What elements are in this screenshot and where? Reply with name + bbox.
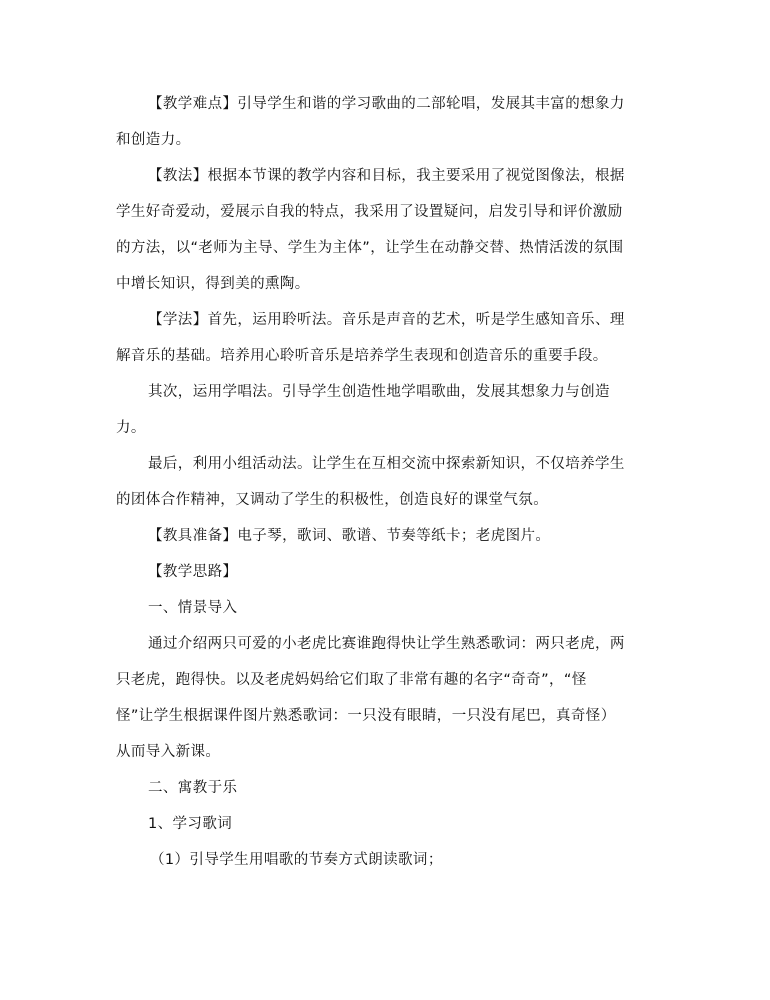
heading-learn-lyrics: 1、学习歌词	[148, 816, 233, 832]
paragraph-second-method-line-1: 其次，运用学唱法。引导学生创造性地学唱歌曲，发展其想象力与创造	[148, 384, 610, 400]
paragraph-teaching-method-line-1: 【教法】根据本节课的教学内容和目标，我主要采用了视觉图像法，根据	[148, 168, 625, 184]
heading-teaching-approach: 【教学思路】	[148, 564, 238, 580]
paragraph-teaching-method-line-4: 中增长知识，得到美的熏陶。	[116, 276, 310, 292]
list-item-read-lyrics: （1）引导学生用唱歌的节奏方式朗读歌词；	[150, 852, 443, 868]
heading-scenario-introduction: 一、情景导入	[148, 600, 238, 616]
paragraph-last-method-line-2: 的团体合作精神，又调动了学生的积极性，创造良好的课堂气氛。	[116, 492, 549, 508]
paragraph-teaching-difficulty-line-2: 和创造力。	[116, 132, 191, 148]
paragraph-introduction-line-4: 从而导入新课。	[116, 744, 221, 760]
paragraph-teaching-method-line-3: 的方法，以“老师为主导、学生为主体”，让学生在动静交替、热情活泼的氛围	[116, 240, 624, 256]
paragraph-teaching-method-line-2: 学生好奇爱动，爱展示自我的特点，我采用了设置疑问，启发引导和评价激励	[116, 204, 623, 220]
paragraph-introduction-line-1: 通过介绍两只可爱的小老虎比赛谁跑得快让学生熟悉歌词：两只老虎，两	[148, 636, 625, 652]
paragraph-learning-method-line-2: 解音乐的基础。培养用心聆听音乐是培养学生表现和创造音乐的重要手段。	[116, 348, 608, 364]
paragraph-introduction-line-3: 怪”让学生根据课件图片熟悉歌词：一只没有眼睛，一只没有尾巴，真奇怪）	[116, 708, 616, 724]
paragraph-teaching-tools: 【教具准备】电子琴，歌词、歌谱、节奏等纸卡；老虎图片。	[148, 528, 551, 544]
paragraph-second-method-line-2: 力。	[116, 420, 146, 436]
heading-teaching-through-fun: 二、寓教于乐	[148, 780, 238, 796]
paragraph-introduction-line-2: 只老虎，跑得快。以及老虎妈妈给它们取了非常有趣的名字“奇奇”，“怪	[116, 672, 587, 688]
paragraph-last-method-line-1: 最后，利用小组活动法。让学生在互相交流中探索新知识，不仅培养学生	[148, 456, 625, 472]
paragraph-teaching-difficulty-line-1: 【教学难点】引导学生和谐的学习歌曲的二部轮唱，发展其丰富的想象力	[148, 96, 625, 112]
paragraph-learning-method-line-1: 【学法】首先，运用聆听法。音乐是声音的艺术，听是学生感知音乐、理	[148, 312, 625, 328]
